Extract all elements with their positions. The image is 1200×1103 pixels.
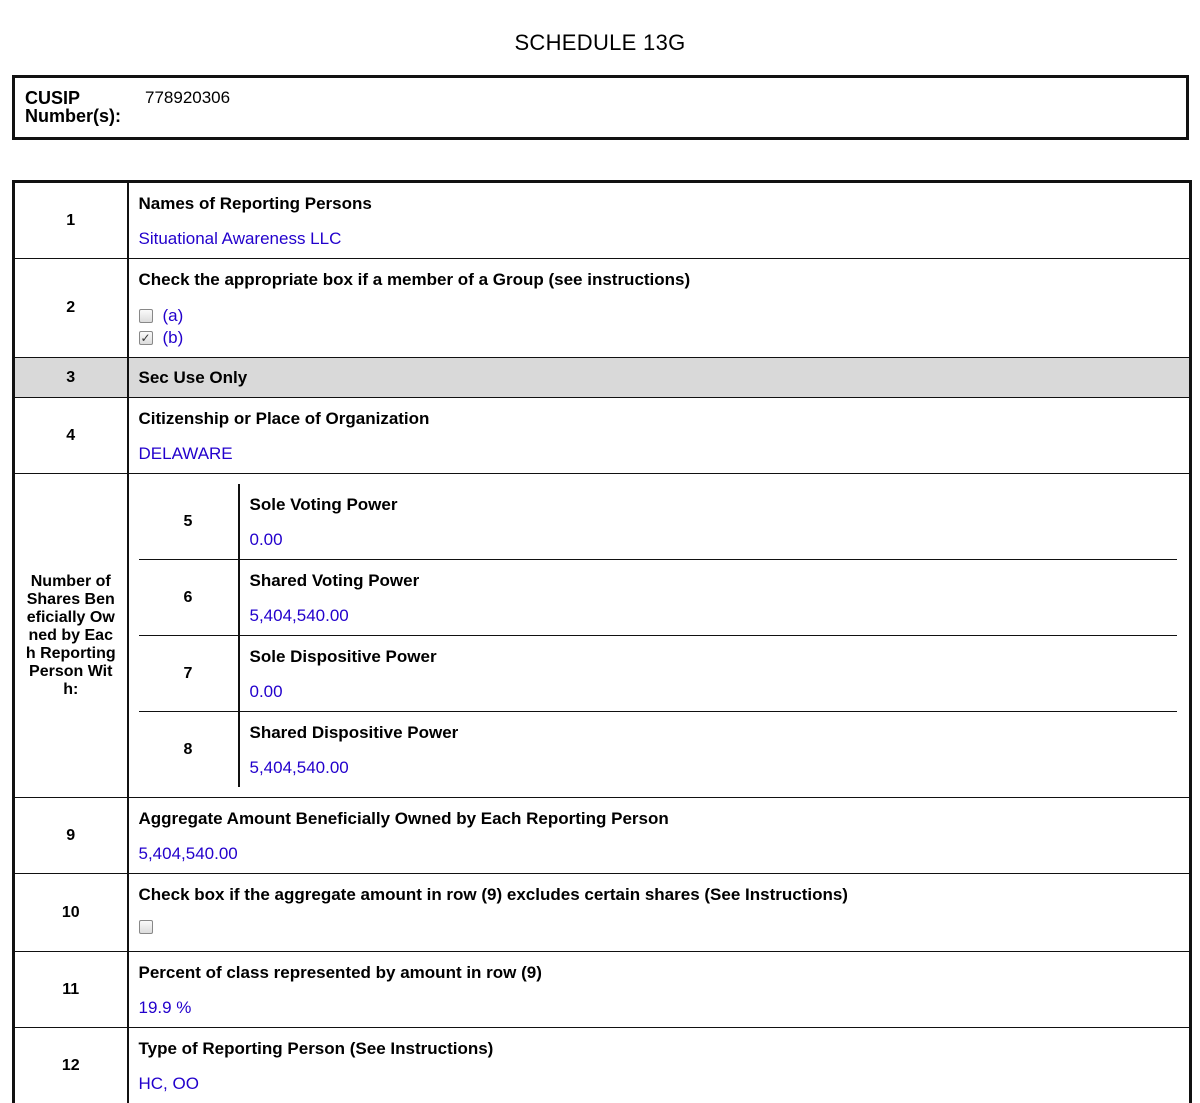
table-row xyxy=(14,474,1191,798)
row-number: 10 xyxy=(14,874,128,952)
row-number: 9 xyxy=(14,798,128,874)
row-answer: Situational Awareness LLC xyxy=(138,229,342,248)
row-answer: 0.00 xyxy=(249,530,283,549)
row-number: 12 xyxy=(14,1028,128,1103)
table-row xyxy=(139,636,1178,712)
row-question: Aggregate Amount Beneficially Owned by Each Reporting Person xyxy=(138,809,669,828)
row-question: Sec Use Only xyxy=(138,367,248,387)
row-number: 3 xyxy=(14,358,128,398)
table-row xyxy=(14,1028,1191,1103)
cusip-box xyxy=(12,75,1189,140)
row-number: 5 xyxy=(139,484,239,560)
row-number: 1 xyxy=(14,182,128,259)
table-row xyxy=(14,358,1191,398)
table-row xyxy=(139,560,1178,636)
table-row xyxy=(139,484,1178,560)
checkbox-a-label: (a) xyxy=(162,306,184,325)
table-row xyxy=(14,398,1191,474)
cusip-value: 778920306 xyxy=(145,88,231,107)
row-number: 11 xyxy=(14,952,128,1028)
row-number: 4 xyxy=(14,398,128,474)
row-question: Sole Dispositive Power xyxy=(249,647,437,666)
row-question: Citizenship or Place of Organization xyxy=(138,409,430,428)
excludes-shares-checkbox[interactable] xyxy=(139,920,153,934)
row-answer: HC, OO xyxy=(138,1074,199,1093)
row-number: 6 xyxy=(139,560,239,636)
row-question: Type of Reporting Person (See Instructions) xyxy=(138,1039,494,1058)
row-answer: 5,404,540.00 xyxy=(138,844,238,863)
row-number: 7 xyxy=(139,636,239,712)
row-number: 2 xyxy=(14,259,128,358)
row-question: Check the appropriate box if a member of a Group (see instructions) xyxy=(138,270,691,289)
row-question: Check box if the aggregate amount in row (9) excludes certain shares (See Instructions) xyxy=(138,885,848,904)
row-question: Names of Reporting Persons xyxy=(138,194,372,213)
shares-owned-label: Number of Shares Beneficially Owned by Each Reporting Person With: xyxy=(25,572,116,698)
row-question: Shared Voting Power xyxy=(249,571,420,590)
checkbox-b-label: (b) xyxy=(162,328,184,347)
row-answer: 19.9 % xyxy=(138,998,192,1017)
row-answer: 5,404,540.00 xyxy=(249,758,349,777)
row-answer: 5,404,540.00 xyxy=(249,606,349,625)
table-row xyxy=(14,952,1191,1028)
row-question: Percent of class represented by amount in row (9) xyxy=(138,963,542,982)
table-row xyxy=(139,712,1178,788)
row-answer: DELAWARE xyxy=(138,444,233,463)
table-row xyxy=(14,874,1191,952)
row-answer: 0.00 xyxy=(249,682,283,701)
group-option-a xyxy=(139,305,1180,327)
voting-power-table xyxy=(139,484,1178,787)
table-row xyxy=(14,259,1191,358)
table-row xyxy=(14,182,1191,259)
table-row xyxy=(14,798,1191,874)
checkbox-b[interactable]: ✓ xyxy=(140,331,151,345)
row-question: Shared Dispositive Power xyxy=(249,723,459,742)
page-title: SCHEDULE 13G xyxy=(514,30,686,55)
cover-page-table xyxy=(12,180,1192,1103)
group-option-b xyxy=(139,327,1180,349)
cusip-label: CUSIP Number(s): xyxy=(25,88,122,126)
row-question: Sole Voting Power xyxy=(249,495,398,514)
row-number: 8 xyxy=(139,712,239,788)
checkbox-a[interactable] xyxy=(139,309,153,323)
